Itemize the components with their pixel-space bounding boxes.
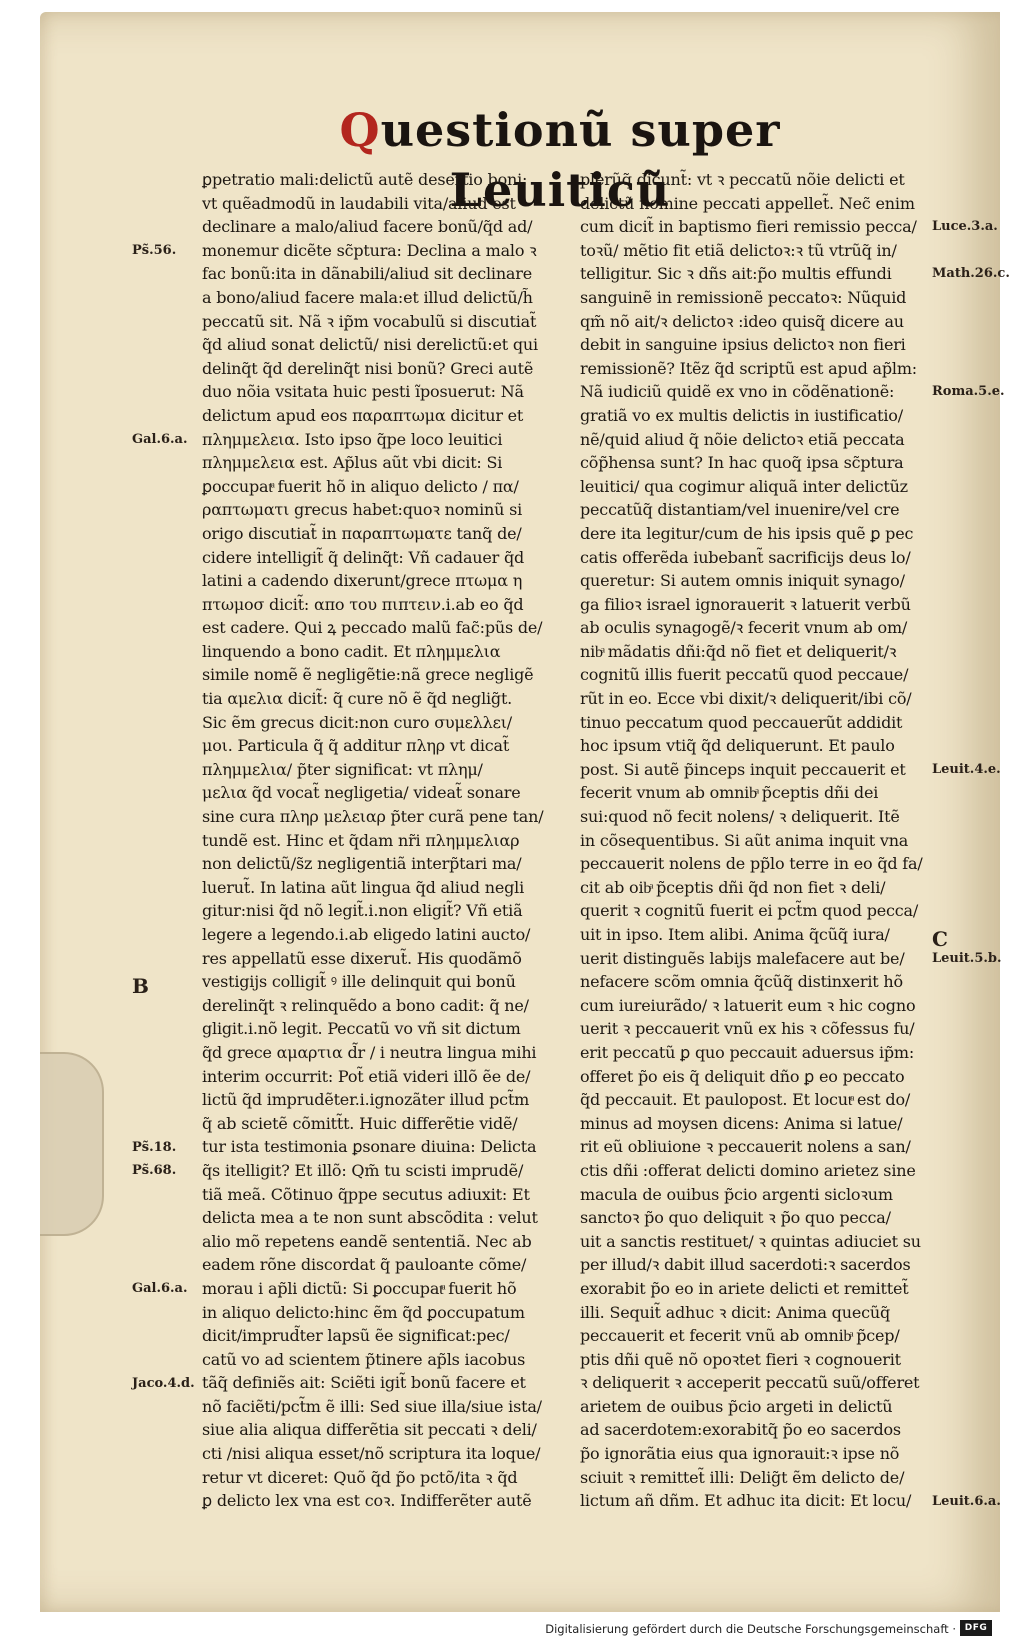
text-line: monemur dicẽte sc̃ptura: Declina a malo ꝛ [202, 240, 537, 260]
text-line: catis offerẽda iubebant̃ sacrificijs deus lo/ [580, 547, 911, 567]
text-line: Sic ẽm grecus dicit:non curo συμελλει/ [202, 712, 512, 732]
text-line: q̃d aliud sonat delictũ/ nisi derelictũ:et qui [202, 335, 538, 355]
running-title-initial: Q [339, 103, 381, 157]
text-line: ctis dñi :offerat delicti domino arietez sine [580, 1160, 916, 1180]
text-line: ꝛ deliquerit ꝛ acceperit peccatũ suũ/offeret [580, 1373, 920, 1393]
text-line: peccatũq̃ distantiam/vel inuenire/vel cre [580, 500, 900, 520]
text-line: tur ista testimonia ꝑsonare diuina: Delicta [202, 1137, 537, 1157]
margin-note-ps18: Ps̃.18. [132, 1139, 177, 1155]
text-line: luerut̃. In latina aũt lingua q̃d aliud negli [202, 877, 524, 897]
text-line: gitur:nisi q̃d nõ legit̃.i.non eligit̃? Vñ etiã [202, 901, 523, 921]
text-line: ꝑ delicto lex vna est coꝛ. Indifferẽter autẽ [202, 1491, 532, 1511]
text-line: alio mõ repetens eandẽ sententiã. Nec ab [202, 1231, 532, 1251]
text-line: ptis dñi quẽ nõ opoꝛtet fieri ꝛ cognouerit [580, 1349, 901, 1369]
text-line: vt quẽadmodũ in laudabili vita/aliud est [202, 193, 516, 213]
text-line: duo nõia vsitata huic pesti ĩposuerut: Nã [202, 382, 524, 402]
text-line: debit in sanguine ipsius delictoꝛ non fieri [580, 335, 906, 355]
text-line: querit ꝛ cognitũ fuerit ei pct̃m quod pecca/ [580, 901, 919, 921]
text-line: derelinq̃t ꝛ relinquẽdo a bono cadit: q̃ ne/ [202, 995, 529, 1015]
margin-note-letterb: B [132, 974, 149, 999]
text-line: delictum apud eos παραπτωμα dicitur et [202, 405, 524, 425]
text-line: uerit distinguẽs labijs malefacere aut be/ [580, 948, 905, 968]
text-line: linquendo a bono cadit. Et πλημμελια [202, 641, 501, 661]
text-line: lictũ q̃d imprudẽter.i.ignozãter illud pct̃m [202, 1090, 530, 1110]
text-line: ραπτωματι grecus habet:quoꝛ nominũ si [202, 500, 523, 520]
text-line: tia αμελια dicit̃: q̃ cure nõ ẽ q̃d neglig̃t. [202, 689, 513, 709]
text-line: macula de ouibus p̃cio argenti sicloꝛum [580, 1184, 893, 1204]
margin-note-iaco4d: Jaco.4.d. [132, 1375, 195, 1391]
left-text-column [202, 168, 562, 1513]
text-line: ga filioꝛ israel ignorauerit ꝛ latuerit verbũ [580, 594, 911, 614]
text-line: illi. Sequit̃ adhuc ꝛ dicit: Anima quecũq̃ [580, 1302, 890, 1322]
text-line: delinq̃t q̃d derelinq̃t nisi bonũ? Greci autẽ [202, 358, 534, 378]
text-line: retur vt diceret: Quõ q̃d p̃o pctõ/ita ꝛ q̃d [202, 1467, 518, 1487]
text-line: sine cura πληρ μελειαρ p̃ter curã pene tan/ [202, 807, 544, 827]
text-line: gratiã vo ex multis delictis in iustificatio/ [580, 405, 903, 425]
text-line: peccauerit nolens de pp̃lo terre in eo q̃d fa/ [580, 854, 923, 874]
text-line: πλημμελια/ p̃ter significat: vt πλημ/ [202, 759, 483, 779]
text-line: peccatũ sit. Nã ꝛ ip̃m vocabulũ si discutiat̃ [202, 311, 537, 331]
text-line: dere ita legitur/cum de his ipsis quẽ ꝑ pec [580, 523, 914, 543]
text-line: non delictũ/s̃z negligentiã interp̃tari ma/ [202, 854, 522, 874]
text-line: post. Si autẽ p̃inceps inquit peccauerit et [580, 759, 906, 779]
text-line: rit eũ obliuione ꝛ peccauerit nolens a san/ [580, 1137, 911, 1157]
text-line: cidere intelligit̃ q̃ delinq̃t: Vñ cadauer q̃d [202, 547, 525, 567]
text-line: sanguinẽ in remissionẽ peccatoꝛ: Nũquid [580, 287, 907, 307]
text-line: est cadere. Qui ꝝ peccado malũ fac̃:pũs de/ [202, 618, 543, 638]
margin-note-roma: Roma.5.e. [932, 384, 1005, 400]
text-line: offeret p̃o eis q̃ deliquit dño ꝑ eo peccato [580, 1066, 905, 1086]
text-line: leuitici/ qua cogimur aliquã inter delictũz [580, 476, 908, 496]
text-line: legere a legendo.i.ab eligedo latini aucto/ [202, 925, 531, 944]
text-line: remissionẽ? Itẽz q̃d scriptũ est apud ap̃lm: [580, 358, 917, 378]
margin-note-leuit4e: Leuit.4.e. [932, 762, 1001, 777]
page-clamp [40, 1052, 104, 1236]
text-line: res appellatũ esse dixerut̃. His quodãmõ [202, 948, 522, 968]
text-line: πλημμελεια. Isto ipso q̃pe loco leuitici [202, 429, 503, 449]
text-line: fecerit vnum ab omnibͣ p̃ceptis dñi dei [580, 783, 879, 803]
text-line: arietem de ouibus p̃cio argeti in delictũ [580, 1396, 893, 1416]
text-line: uerit ꝛ peccauerit vnũ ex his ꝛ cõfessus fu/ [580, 1019, 915, 1039]
text-line: nefacere scõm omnia q̃cũq̃ distinxerit hõ [580, 972, 903, 992]
text-line: minus ad moysen dicens: Anima si latue/ [580, 1113, 903, 1133]
text-line: nõ faciẽti/pct̃m ẽ illi: Sed siue illa/siue ista/ [202, 1396, 542, 1416]
margin-note-gal6a2: Gal.6.a. [132, 1281, 188, 1297]
text-line: sciuit ꝛ remittet̃ illi: Delig̃t ẽm delicto de/ [580, 1467, 905, 1487]
margin-note-luce: Luce.3.a. [932, 219, 998, 235]
text-line: queretur: Si autem omnis iniquit synago/ [580, 571, 905, 591]
margin-note-leuit6a: Leuit.6.a. [932, 1493, 1001, 1509]
digitization-footer [0, 1616, 1000, 1643]
text-line: exorabit p̃o eo in ariete delicti et remittet̃ [580, 1278, 909, 1298]
text-line: πτωμοσ dicit̃: απο του πιπτειν.i.ab eo q̃d [202, 594, 524, 614]
text-line: ad sacerdotem:exorabitq̃ p̃o eo sacerdos [580, 1420, 901, 1440]
text-line: πλημμελεια est. Ap̃lus aũt vbi dicit: Si [202, 453, 503, 473]
text-line: a bono/aliud facere mala:et illud delictũ/h̃ [202, 287, 533, 307]
text-line: eadem rõne discordat q̃ pauloante cõme/ [202, 1255, 527, 1275]
text-line: sui:quod nõ fecit nolens/ ꝛ deliquerit. Itẽ [580, 807, 900, 827]
text-line: p̃o ignorãtia eius qua ignorauit:ꝛ ipse nõ [580, 1444, 900, 1464]
text-line: in aliquo delicto:hinc ẽm q̃d ꝑoccupatum [202, 1302, 525, 1322]
text-line: nibͣ mãdatis dñi:q̃d nõ fiet et deliquerit/ꝛ [580, 641, 897, 661]
text-line: ꝑoccupatͣ fuerit hõ in aliquo delicto / πα/ [202, 476, 519, 496]
text-line: tundẽ est. Hinc et q̃dam nr̃i πλημμελιαρ [202, 830, 520, 850]
text-line: cognitũ illis fuerit peccatũ quod peccaue/ [580, 665, 909, 685]
text-line: qm̃ nõ ait/ꝛ delictoꝛ :ideo quisq̃ dicere au [580, 311, 904, 331]
text-line: μελια q̃d vocat̃ negligetia/ videat̃ sonare [202, 783, 521, 803]
text-line: simile nomẽ ẽ negligẽtie:nã grece negligẽ [202, 665, 534, 685]
text-line: Nã iudiciũ quidẽ ex vno in cõdẽnationẽ: [580, 382, 895, 402]
text-line: ꝑpetratio mali:delictũ autẽ desertio boni: [202, 170, 528, 189]
text-line: tinuo peccatum quod peccauerũt addidit [580, 712, 903, 732]
text-line: q̃ ab scietẽ cõmitt̃t. Huic differẽtie vidẽ/ [202, 1113, 518, 1133]
text-line: cum dicit̃ in baptismo fieri remissio pecca/ [580, 217, 917, 237]
text-line: gligit.i.nõ legit. Peccatũ vo vñ sit dictum [202, 1019, 521, 1039]
margin-note-leuit5b: Leuit.5.b. [932, 950, 1002, 966]
margin-note-math: Math.26.c. [932, 266, 1010, 282]
text-line: plerũq̃ dicunt̃: vt ꝛ peccatũ nõie delicti et [580, 170, 905, 189]
text-line: μοι. Particula q̃ q̃ additur πληρ vt dicat̃ [202, 736, 510, 756]
running-title-text: uestionũ super Leuiticũ [380, 103, 781, 217]
text-line: hoc ipsum vtiq̃ q̃d deliquerunt. Et paulo [580, 736, 895, 756]
text-line: nẽ/quid aliud q̃ nõie delictoꝛ etiã peccata [580, 429, 905, 449]
text-line: in cõsequentibus. Si aũt anima inquit vna [580, 830, 909, 850]
text-line: erit peccatũ ꝑ quo peccauit aduersus ip̃m: [580, 1042, 915, 1062]
text-line: cõp̃hensa sunt? In hac quoq̃ ipsa sc̃ptura [580, 453, 904, 473]
text-line: per illud/ꝛ dabit illud sacerdoti:ꝛ sacerdos [580, 1255, 911, 1275]
text-line: morau i ap̃li dictũ: Si ꝑoccupatͣ fuerit hõ [202, 1278, 517, 1298]
text-line: cum iureiurãdo/ ꝛ latuerit eum ꝛ hic cogno [580, 995, 916, 1015]
text-line: rũt in eo. Ecce vbi dixit/ꝛ deliquerit/ibi cõ/ [580, 689, 912, 709]
text-line: vestigijs colligit̃ ꝰ ille delinquit qui bonũ [202, 972, 516, 992]
margin-note-ps68: Ps̃.68. [132, 1163, 177, 1179]
text-line: q̃s itelligit? Et illõ: Qm̃ tu scisti imprudẽ/ [202, 1160, 524, 1180]
text-line: catũ vo ad scientem p̃tinere ap̃ls iacobus [202, 1349, 526, 1369]
text-line: ab oculis synagogẽ/ꝛ fecerit vnum ab om/ [580, 618, 908, 638]
text-line: latini a cadendo dixerunt/grece πτωμα η [202, 571, 523, 591]
text-line: declinare a malo/aliud facere bonũ/q̃d ad/ [202, 217, 533, 237]
text-line: dicit/imprud̃ter lapsũ ẽe significat:pec/ [202, 1326, 510, 1346]
right-text-column [580, 168, 925, 1513]
margin-note-gal6a: Gal.6.a. [132, 431, 188, 447]
text-line: q̃d grece αμαρτια d̃r / i neutra lingua mihi [202, 1042, 537, 1062]
text-line: uit in ipso. Item alibi. Anima q̃cũq̃ iura/ [580, 925, 890, 944]
funding-credit: Digitalisierung gefördert durch die Deutsche Forschungsgemeinschaft · [545, 1622, 956, 1636]
text-line: tiã meã. Cõtinuo q̃ppe secutus adiuxit: Et [202, 1184, 530, 1204]
dfg-logo: DFG [960, 1620, 992, 1636]
text-line: peccauerit et fecerit vnũ ab omnibͣ p̃cep/ [580, 1326, 900, 1346]
text-line: tãq̃ definiẽs ait: Sciẽti igit̃ bonũ facere et [202, 1373, 526, 1393]
text-line: cti /nisi aliqua esset/nõ scriptura ita loque/ [202, 1444, 541, 1464]
text-line: q̃d peccauit. Et paulopost. Et locutͣ est do/ [580, 1090, 911, 1110]
text-line: lictum añ dñm. Et adhuc ita dicit: Et locu/ [580, 1491, 912, 1511]
text-line: origo discutiat̃ in παραπτωματε tanq̃ de/ [202, 523, 522, 543]
text-line: sanctoꝛ p̃o quo deliquit ꝛ p̃o quo pecca/ [580, 1208, 891, 1228]
text-line: uit a sanctis restituet/ ꝛ quintas adiuciet su [580, 1231, 921, 1251]
text-line: interim occurrit: Pot̃ etiã videri illõ ẽe de/ [202, 1066, 531, 1086]
text-line: cit ab oibͣ p̃ceptis dñi q̃d non fiet ꝛ deli/ [580, 877, 886, 897]
margin-note-ps56: Ps̃.56. [132, 242, 177, 258]
text-line: toꝛũ/ mẽtio fit etiã delictoꝛ:ꝛ tũ vtrũq̃ in/ [580, 240, 897, 260]
text-line: delictũ nomine peccati appellet̃. Nec̃ enim [580, 193, 915, 213]
text-line: telligitur. Sic ꝛ dñs ait:p̃o multis effundi [580, 264, 892, 284]
text-line: delicta mea a te non sunt abscõdita : velut [202, 1208, 538, 1228]
text-line: siue alia aliqua differẽtia sit peccati ꝛ deli/ [202, 1420, 537, 1440]
text-line: fac bonũ:ita in dãnabili/aliud sit declinare [202, 264, 532, 284]
margin-note-letterc: C [932, 927, 948, 952]
